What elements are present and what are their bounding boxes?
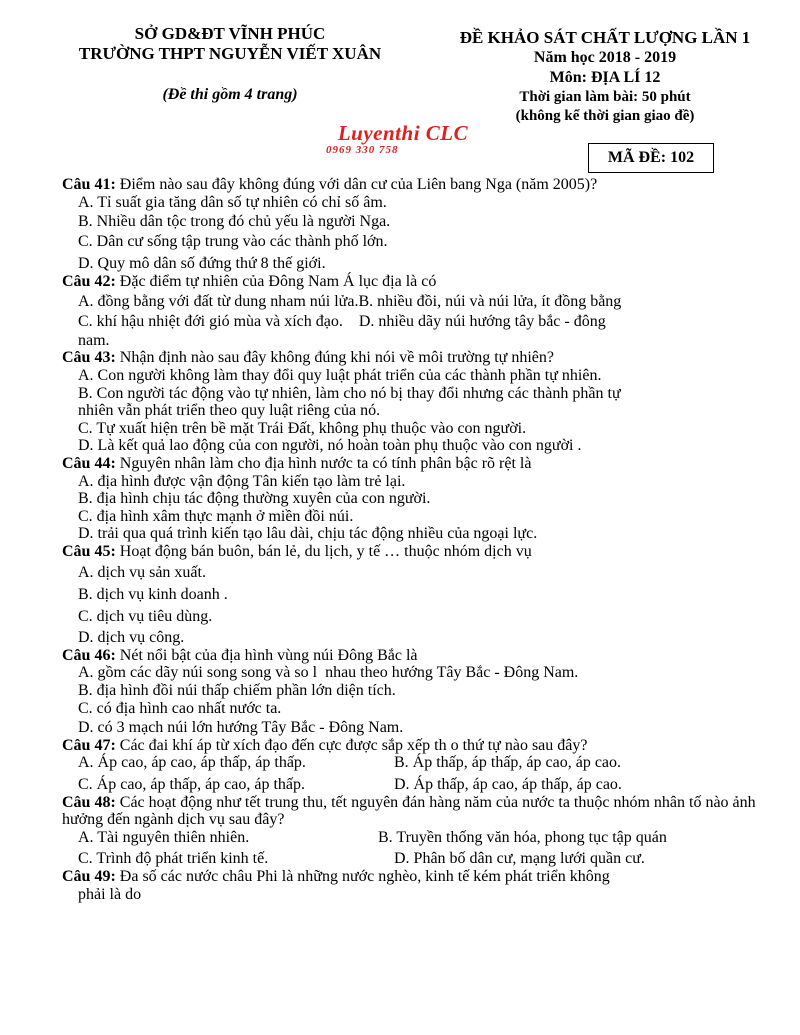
question-text: Đa số các nước châu Phi là những nước nghèo, kinh tế kém phát triển không [115, 867, 610, 885]
option-b: B. Nhiều dân tộc trong đó chủ yếu là người Nga. [78, 213, 391, 231]
option-d: D. có 3 mạch núi lớn hướng Tây Bắc - Đông Nam. [78, 719, 404, 737]
option-c: C. có địa hình cao nhất nước ta. [78, 699, 282, 717]
option-c: C. Áp cao, áp thấp, áp cao, áp thấp. [78, 776, 306, 793]
question-43 [62, 349, 762, 455]
option-a: A. Tài nguyên thiên nhiên. [78, 828, 250, 846]
option-row-cd [78, 776, 762, 794]
exam-code: MÃ ĐỀ: 102 [607, 149, 695, 166]
question-number: Câu 49: [62, 867, 116, 885]
subject: Môn: ĐỊA LÍ 12 [549, 69, 661, 86]
exam-title: ĐỀ KHẢO SÁT CHẤT LƯỢNG LẦN 1 [459, 28, 751, 47]
question-number: Câu 45: [62, 542, 116, 560]
option-c: C. Trình độ phát triển kinh tế. [78, 850, 269, 868]
option-d: D. Áp thấp, áp cao, áp thấp, áp cao. [394, 776, 622, 793]
option-b: B. Con người tác động vào tự nhiên, làm cho nó bị thay đổi nhưng các thành phần tự [78, 384, 621, 402]
question-46 [62, 647, 762, 737]
question-list [62, 176, 762, 903]
option-a: A. gồm các dãy núi song song và so l nhau theo hướng Tây Bắc - Đông Nam. [78, 664, 579, 682]
option-c: C. dịch vụ tiêu dùng. [78, 607, 213, 625]
option-c: C. Dân cư sống tập trung vào các thành phố lớn. [78, 232, 388, 250]
luyenthi-logo [318, 122, 488, 156]
question-number: Câu 47: [62, 736, 116, 754]
question-44 [62, 455, 762, 543]
option-row-ab [78, 829, 762, 847]
option-d: D. Phân bố dân cư, mạng lưới quần cư. [394, 850, 645, 868]
question-text: Hoạt động bán buôn, bán lẻ, du lịch, y tế … thuộc nhóm dịch vụ [115, 542, 532, 560]
option-a: A. Tỉ suất gia tăng dân số tự nhiên có chỉ số âm. [78, 193, 387, 211]
option-d: D. trải qua quá trình kiến tạo lâu dài, chịu tác động nhiều của ngoại lực. [78, 525, 538, 543]
option-d-continued: nam. [78, 331, 110, 349]
question-number: Câu 43: [62, 349, 116, 367]
question-47 [62, 737, 762, 794]
option-c: C. địa hình xâm thực mạnh ở miền đồi núi. [78, 507, 354, 525]
option-a: A. địa hình được vận động Tân kiến tạo làm trẻ lại. [78, 472, 406, 490]
option-d: D. dịch vụ công. [78, 629, 185, 647]
option-b: B. Áp thấp, áp thấp, áp cao, áp cao. [394, 754, 622, 772]
exam-code-box [588, 143, 714, 173]
question-41 [62, 176, 762, 273]
question-42 [62, 273, 762, 349]
option-a: A. dịch vụ sản xuất. [78, 564, 206, 582]
question-text: Các đai khí áp từ xích đạo đến cực được sắp xếp th o thứ tự nào sau đây? [115, 736, 588, 754]
option-a: A. Áp cao, áp cao, áp thấp, áp thấp. [78, 754, 306, 772]
question-45 [62, 543, 762, 647]
question-text-continued: phải là do [78, 885, 142, 903]
option-b: B. địa hình đồi núi thấp chiếm phần lớn diện tích. [78, 682, 396, 700]
option-b-continued: nhiên vẫn phát triển theo quy luật riêng của nó. [78, 402, 381, 420]
question-number: Câu 46: [62, 646, 116, 664]
question-text: Nhận định nào sau đây không đúng khi nói về môi trường tự nhiên? [115, 349, 554, 367]
school-header [50, 24, 410, 104]
school-year: Năm học 2018 - 2019 [533, 49, 677, 66]
school-name: TRƯỜNG THPT NGUYỄN VIẾT XUÂN [78, 44, 382, 63]
option-row-ab [78, 754, 762, 772]
question-number: Câu 44: [62, 454, 116, 472]
department-name: SỞ GD&ĐT VĨNH PHÚC [134, 24, 326, 43]
question-48 [62, 794, 762, 868]
duration: Thời gian làm bài: 50 phút [519, 89, 691, 105]
question-text: Nguyên nhân làm cho địa hình nước ta có tính phân bậc rõ rệt là [115, 454, 532, 472]
question-text: Đặc điểm tự nhiên của Đông Nam Á lục địa là có [115, 272, 437, 290]
option-b: B. Truyền thống văn hóa, phong tục tập quán [378, 828, 667, 846]
exam-header [430, 28, 780, 126]
option-c-d: C. khí hậu nhiệt đới gió mùa và xích đạo. D. nhiều dãy núi hướng tây bắc - đông [78, 313, 606, 331]
question-text: Nét nổi bật của địa hình vùng núi Đông Bắc là [115, 646, 418, 664]
option-d: D. Là kết quả lao động của con người, nó hoàn toàn phụ thuộc vào con người . [78, 437, 582, 455]
question-number: Câu 48: [62, 793, 116, 811]
question-number: Câu 42: [62, 272, 116, 290]
logo-phone: 0969 330 758 [326, 144, 399, 156]
question-text: Điểm nào sau đây không đúng với dân cư của Liên bang Nga (năm 2005)? [115, 176, 598, 193]
option-row-cd [78, 850, 762, 868]
option-c: C. Tự xuất hiện trên bề mặt Trái Đất, không phụ thuộc vào con người. [78, 419, 527, 437]
question-number: Câu 41: [62, 176, 116, 193]
option-a-b: A. đồng bằng với đất từ dung nham núi lửa.B. nhiều đồi, núi và núi lửa, ít đồng bằng [78, 292, 622, 310]
option-d: D. Quy mô dân số đứng thứ 8 thế giới. [78, 255, 326, 273]
question-text: Các hoạt động như tết trung thu, tết nguyên đán hàng năm của nước ta thuộc nhóm nhân tố nào ảnh hưởng đến ngành dịch vụ sau đây? [62, 793, 756, 829]
option-b: B. địa hình chịu tác động thường xuyên của con người. [78, 490, 431, 508]
question-49 [62, 868, 762, 903]
option-b: B. dịch vụ kinh doanh . [78, 586, 228, 604]
duration-note: (không kể thời gian giao đề) [515, 108, 695, 124]
option-a: A. Con người không làm thay đổi quy luật phát triển của các thành phần tự nhiên. [78, 366, 602, 384]
logo-brand: Luyenthi CLC [337, 121, 469, 145]
pages-note: (Đề thi gồm 4 trang) [162, 86, 298, 103]
